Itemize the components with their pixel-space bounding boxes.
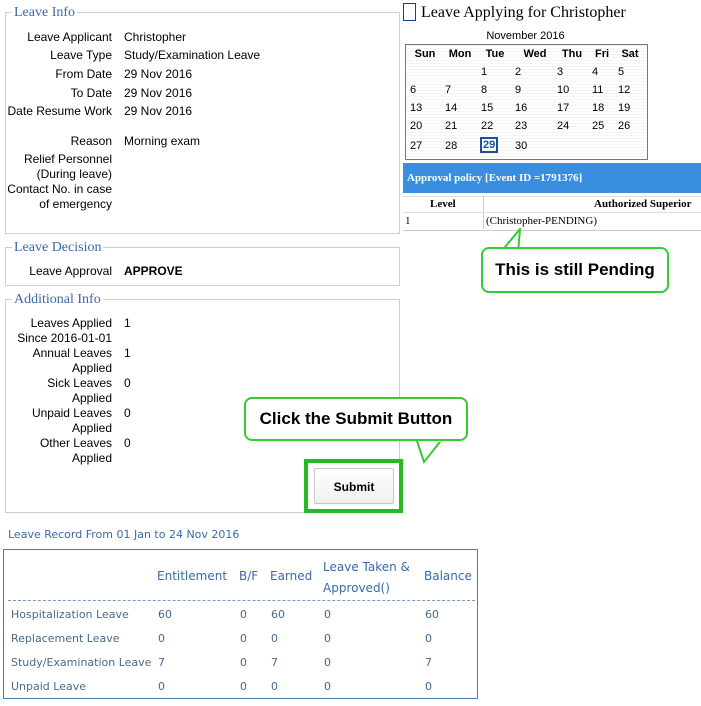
calendar-day[interactable]: 10 (557, 84, 570, 96)
approval-level-value: 1 (405, 215, 411, 227)
emergency-contact-label: Contact No. in case of emergency (7, 182, 112, 211)
calendar-day[interactable]: 2 (515, 66, 522, 78)
calendar-day[interactable]: 20 (410, 120, 423, 132)
to-date-label: To Date (70, 86, 112, 100)
calendar-day[interactable]: 11 (592, 84, 604, 96)
calendar-day[interactable]: 18 (592, 102, 605, 114)
date-resume-work-label: Date Resume Work (7, 104, 112, 118)
calendar-day[interactable]: 22 (481, 120, 494, 132)
calendar-day[interactable]: 4 (592, 66, 599, 78)
record-cell: 0 (425, 680, 432, 693)
record-cell: 0 (240, 656, 247, 669)
leaves-applied-since-label: Leaves Applied Since 2016-01-01 (17, 316, 112, 345)
weekday-fri: Fri (594, 48, 610, 60)
record-cell: 60 (425, 608, 439, 621)
weekday-wed: Wed (523, 48, 547, 60)
approval-policy-header: Approval policy [Event ID =1791376] (403, 163, 701, 193)
to-date-value: 29 Nov 2016 (124, 86, 193, 100)
col-earned: Earned (270, 569, 313, 583)
reason-value: Morning exam (124, 134, 201, 148)
additional-info-legend: Additional Info (14, 292, 101, 307)
leave-applicant-value: Christopher (124, 30, 187, 44)
from-date-label: From Date (55, 67, 112, 81)
sick-leaves-label: Sick Leaves Applied (47, 376, 112, 405)
unpaid-leaves-label: Unpaid Leaves Applied (31, 406, 112, 435)
leave-record-title: Leave Record From 01 Jan to 24 Nov 2016 (8, 528, 240, 541)
calendar-day[interactable]: 25 (592, 120, 605, 132)
leave-type-value: Study/Examination Leave (124, 48, 261, 62)
leave-approval-value[interactable]: APPROVE (124, 264, 183, 278)
other-leaves-label: Other Leaves Applied (39, 436, 112, 465)
weekday-thu: Thu (561, 48, 583, 60)
calendar-day[interactable]: 5 (618, 66, 625, 78)
leave-decision-legend: Leave Decision (14, 240, 102, 255)
record-cell: 0 (271, 632, 278, 645)
record-cell: 0 (324, 680, 331, 693)
col-leave-taken: Leave Taken & Approved() (323, 560, 410, 595)
calendar-day[interactable]: 24 (557, 120, 570, 132)
weekday-mon: Mon (448, 48, 472, 60)
calendar-day[interactable]: 6 (410, 84, 417, 96)
weekday-sat: Sat (621, 48, 639, 60)
record-cell: 0 (324, 632, 331, 645)
record-cell: 7 (271, 656, 278, 669)
calendar-day[interactable]: 17 (557, 102, 570, 114)
leave-info-legend: Leave Info (14, 5, 76, 20)
record-cell: 0 (240, 680, 247, 693)
record-cell: 0 (240, 608, 247, 621)
leave-approval-label: Leave Approval (29, 264, 112, 278)
leave-applying-title: Leave Applying for Christopher (421, 4, 626, 21)
record-cell: 0 (324, 608, 331, 621)
pending-callout: This is still Pending (481, 247, 669, 293)
calendar-day[interactable]: 19 (618, 102, 631, 114)
record-cell: 7 (425, 656, 432, 669)
record-leave-name: Hospitalization Leave (11, 608, 129, 621)
record-leave-name: Replacement Leave (11, 632, 120, 645)
col-bf: B/F (239, 569, 259, 583)
calendar-day[interactable]: 28 (445, 140, 458, 152)
approval-col-superior: Authorized Superior (594, 198, 692, 210)
record-leave-name: Unpaid Leave (11, 680, 87, 693)
calendar-day[interactable]: 1 (481, 66, 488, 78)
calendar-day[interactable]: 15 (481, 102, 494, 114)
record-cell: 0 (324, 656, 331, 669)
approval-row-divider (403, 212, 701, 213)
submit-button[interactable]: Submit (314, 468, 394, 504)
submit-callout: Click the Submit Button (244, 397, 468, 441)
calendar-day[interactable]: 3 (557, 66, 564, 78)
record-cell: 0 (425, 632, 432, 645)
relief-personnel-label: Relief Personnel (During leave) (23, 152, 112, 181)
weekday-tue: Tue (485, 48, 505, 60)
sick-leaves-value: 0 (124, 376, 131, 390)
date-resume-work-value: 29 Nov 2016 (124, 104, 193, 118)
calendar-day[interactable]: 9 (515, 84, 522, 96)
calendar-day[interactable]: 13 (410, 102, 423, 114)
leave-record-header-divider (8, 600, 475, 601)
unpaid-leaves-value: 0 (124, 406, 131, 420)
calendar-day[interactable]: 14 (445, 102, 458, 114)
calendar-month-title: November 2016 (486, 30, 565, 42)
calendar-day[interactable]: 26 (618, 120, 631, 132)
weekday-sun: Sun (414, 48, 436, 60)
reason-label: Reason (70, 134, 112, 148)
calendar-day[interactable]: 7 (445, 84, 452, 96)
annual-leaves-value: 1 (124, 346, 131, 360)
calendar-day-selected[interactable]: 29 (480, 137, 498, 153)
applying-checkbox-icon[interactable] (403, 3, 416, 21)
record-leave-name: Study/Examination Leave (11, 656, 152, 669)
leaves-applied-since-value: 1 (124, 316, 131, 330)
col-entitlement: Entitlement (157, 569, 228, 583)
submit-callout-tail (415, 438, 455, 464)
from-date-value: 29 Nov 2016 (124, 67, 193, 81)
record-cell: 0 (158, 680, 165, 693)
leave-applicant-label: Leave Applicant (27, 30, 112, 44)
calendar-day[interactable]: 16 (515, 102, 528, 114)
leave-type-label: Leave Type (50, 48, 112, 62)
record-cell: 0 (158, 632, 165, 645)
calendar-day[interactable]: 27 (410, 140, 423, 152)
calendar-day[interactable]: 8 (481, 84, 488, 96)
record-cell: 0 (240, 632, 247, 645)
record-cell: 0 (271, 680, 278, 693)
record-cell: 7 (158, 656, 165, 669)
calendar-day[interactable]: 30 (515, 140, 528, 152)
other-leaves-value: 0 (124, 436, 131, 450)
record-cell: 60 (158, 608, 172, 621)
calendar-day[interactable]: 21 (445, 120, 458, 132)
approval-superior-value: (Christopher-PENDING) (486, 215, 597, 227)
approval-col-level: Level (430, 198, 456, 210)
calendar-day[interactable]: 12 (618, 84, 631, 96)
annual-leaves-label: Annual Leaves Applied (32, 346, 112, 375)
col-balance: Balance (424, 569, 472, 583)
calendar-day[interactable]: 23 (515, 120, 528, 132)
record-cell: 60 (271, 608, 285, 621)
